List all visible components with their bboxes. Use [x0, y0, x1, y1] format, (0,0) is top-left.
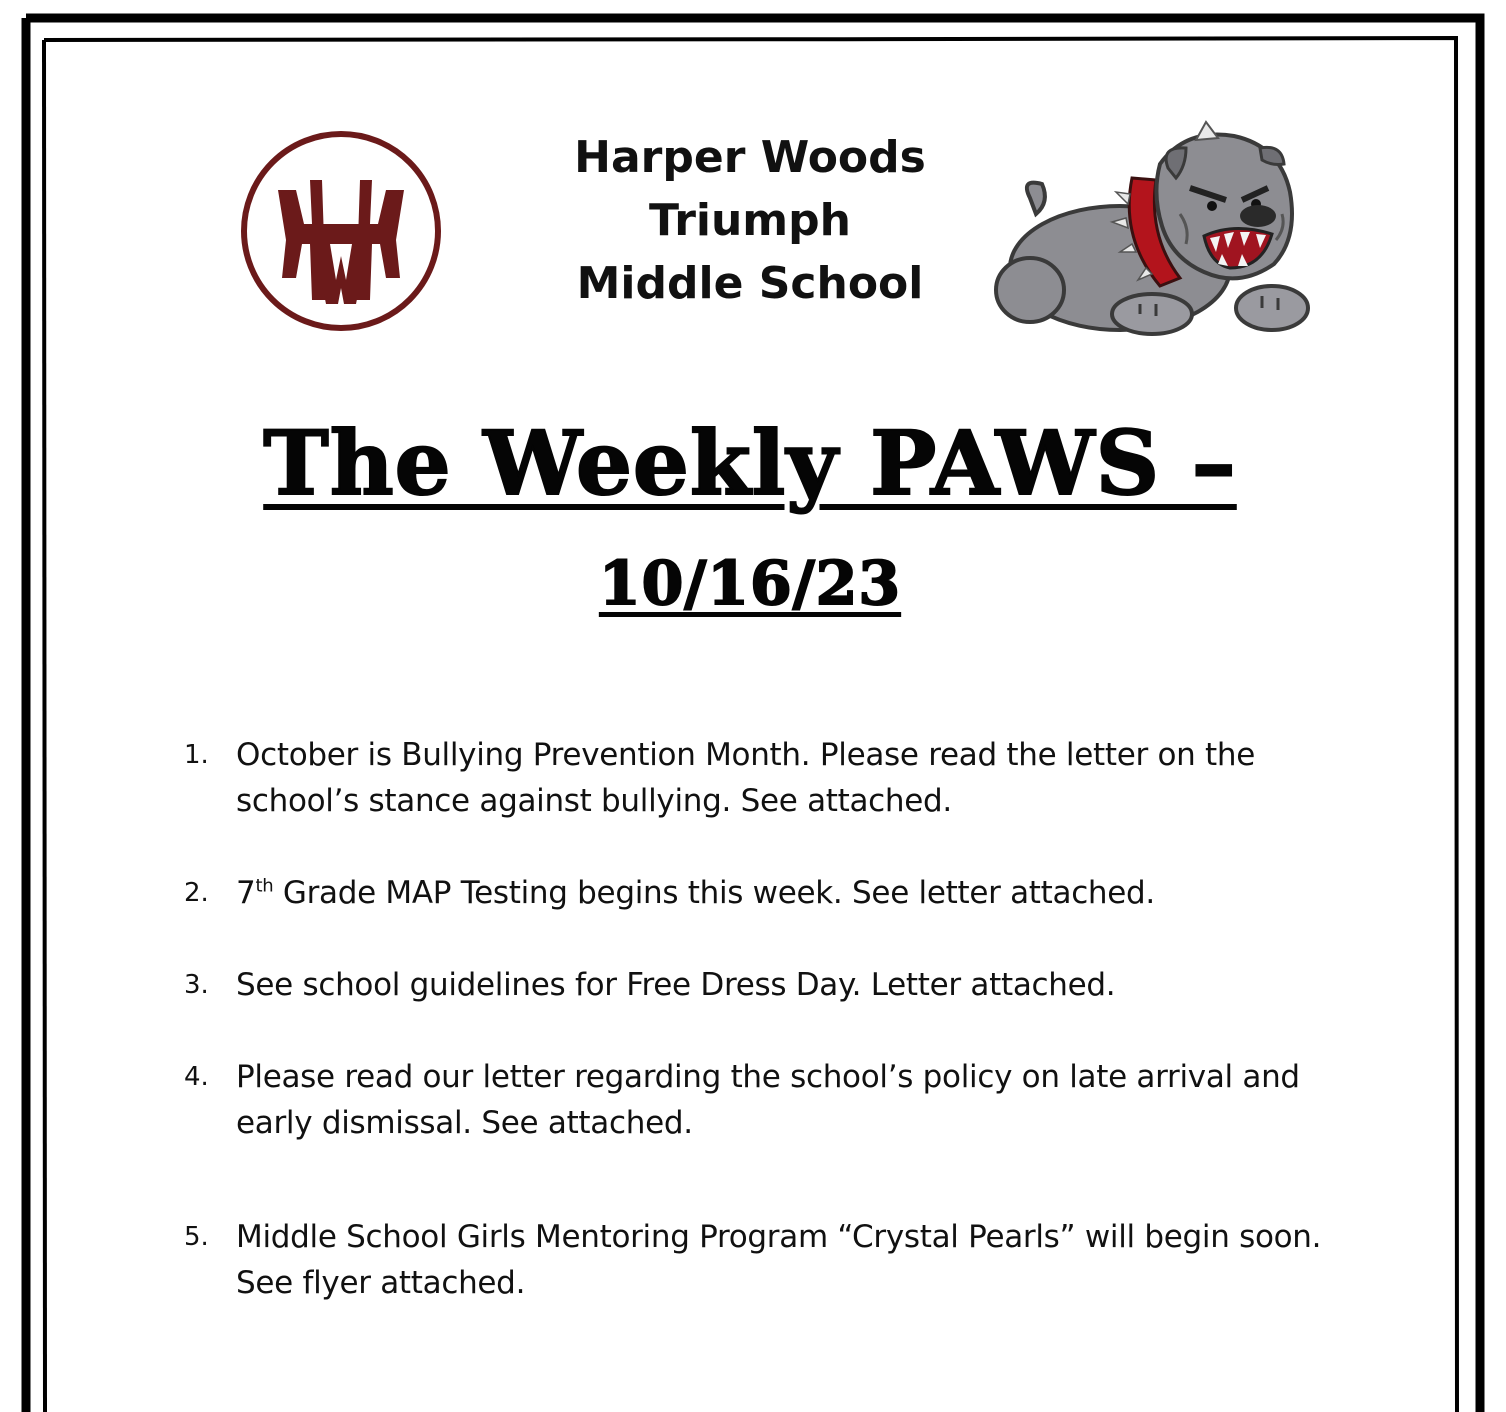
item-text: Middle School Girls Mentoring Program “Crystal Pearls” will begin soon. See flyer attached.	[236, 1219, 1322, 1301]
item-text: See school guidelines for Free Dress Day. Letter attached.	[236, 967, 1116, 1003]
list-item	[180, 870, 1360, 916]
newsletter-date: 10/16/23	[598, 549, 902, 619]
hw-monogram-logo-icon	[238, 128, 444, 334]
item-number: 5.	[184, 1222, 209, 1252]
item-text: Please read our letter regarding the school’s policy on late arrival and early dismissal. See attached.	[236, 1059, 1300, 1141]
school-logo	[238, 128, 444, 334]
item-text-rest: Grade MAP Testing begins this week. See letter attached.	[273, 875, 1155, 911]
list-item	[180, 962, 1360, 1008]
bulldog-mascot	[990, 118, 1320, 340]
school-name	[500, 126, 1000, 315]
item-number: 2.	[184, 878, 209, 908]
newsletter-title	[180, 408, 1320, 628]
item-text-superscript: th	[255, 875, 274, 897]
item-number: 1.	[184, 740, 209, 770]
newsletter-title-main: The Weekly PAWS –	[263, 411, 1237, 515]
item-text	[236, 870, 1360, 916]
list-item	[180, 1214, 1360, 1306]
item-text-prefix: 7	[236, 875, 256, 911]
school-name-line-3: Middle School	[576, 258, 924, 309]
school-name-line-1: Harper Woods	[574, 132, 926, 183]
school-name-line-2: Triumph	[649, 195, 851, 246]
item-number: 3.	[184, 970, 209, 1000]
item-number: 4.	[184, 1062, 209, 1092]
bulldog-mascot-icon	[990, 118, 1320, 340]
list-item	[180, 732, 1360, 824]
item-text: October is Bullying Prevention Month. Please read the letter on the school’s stance against bullying. See attached.	[236, 737, 1256, 819]
list-item	[180, 1054, 1360, 1146]
